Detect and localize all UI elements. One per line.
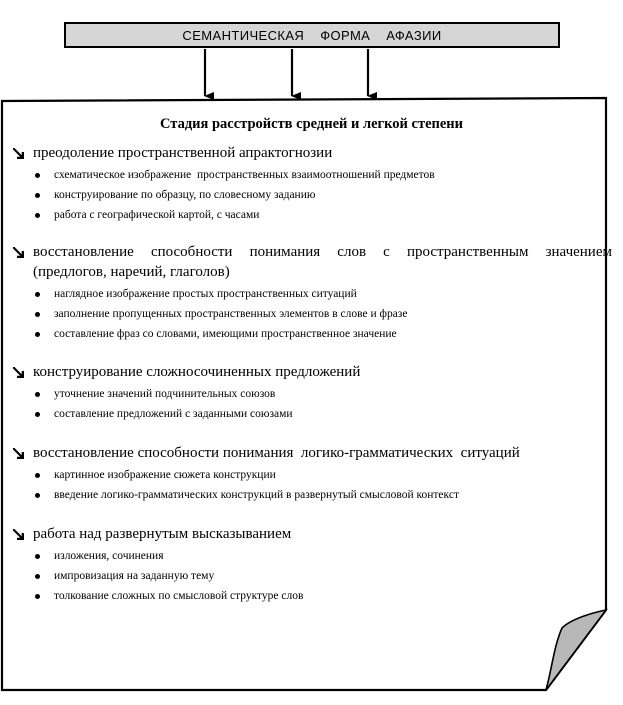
list-item [12, 485, 612, 505]
bullet-list [12, 465, 612, 505]
page-fold [546, 610, 606, 690]
list-item [12, 284, 612, 304]
section-heading [12, 143, 612, 163]
list-item [12, 185, 612, 205]
section-heading [12, 443, 612, 463]
section-heading-text: восстановление способности понимания логико-грамматических ситуаций [33, 445, 520, 461]
list-item-text: наглядное изображение простых пространственных ситуаций [54, 288, 357, 300]
bullet-dot-icon [35, 193, 40, 198]
bullet-dot-icon [35, 392, 40, 397]
list-item-text: импровизация на заданную тему [54, 570, 215, 582]
section-spatial-apractognosia [12, 143, 612, 225]
list-item-text: заполнение пропущенных пространственных элементов в слове и фразе [54, 308, 408, 320]
arrow-down-right-icon [12, 246, 26, 260]
list-item-text: картинное изображение сюжета конструкции [54, 469, 276, 481]
arrow-down-right-icon [12, 366, 26, 380]
section-heading [12, 242, 612, 282]
section-heading [12, 362, 612, 382]
bullet-dot-icon [35, 594, 40, 599]
section-spatial-words [12, 242, 612, 344]
list-item [12, 546, 612, 566]
section-heading [12, 524, 612, 544]
list-item [12, 586, 612, 606]
section-compound-sentences [12, 362, 612, 424]
list-item [12, 324, 612, 344]
arrow-down-right-icon [12, 528, 26, 542]
arrow-down-right-icon [12, 147, 26, 161]
bullet-dot-icon [35, 473, 40, 478]
arrow-down-right-icon [12, 447, 26, 461]
list-item-text: составление фраз со словами, имеющими пространственное значение [54, 328, 397, 340]
list-item [12, 566, 612, 586]
list-item [12, 404, 612, 424]
section-heading-text: конструирование сложносочиненных предложений [33, 364, 361, 380]
list-item-text: толкование сложных по смысловой структуре слов [54, 590, 304, 602]
list-item-text: составление предложений с заданными союзами [54, 408, 293, 420]
header-box [64, 22, 560, 48]
bullet-dot-icon [35, 554, 40, 559]
bullet-dot-icon [35, 493, 40, 498]
list-item-text: схематическое изображение пространственных взаимоотношений предметов [54, 169, 435, 181]
bullet-dot-icon [35, 312, 40, 317]
list-item [12, 205, 612, 225]
list-item [12, 384, 612, 404]
section-heading-text: преодоление пространственной апрактогнозии [33, 145, 333, 161]
list-item-text: уточнение значений подчинительных союзов [54, 388, 276, 400]
list-item [12, 304, 612, 324]
card-title: Стадия расстройств средней и легкой степени [159, 116, 464, 132]
bullet-dot-icon [35, 332, 40, 337]
section-extended-utterance [12, 524, 612, 606]
bullet-dot-icon [35, 292, 40, 297]
bullet-list [12, 384, 612, 424]
section-logico-grammatical [12, 443, 612, 505]
header-title: СЕМАНТИЧЕСКАЯ ФОРМА АФАЗИИ [182, 27, 442, 43]
bullet-list [12, 284, 612, 344]
list-item-text: введение логико-грамматических конструкций в развернутый смысловой контекст [54, 489, 459, 501]
list-item-text: конструирование по образцу, по словесному заданию [54, 189, 316, 201]
section-heading-continuation: (предлогов, наречий, глаголов) [33, 264, 230, 280]
list-item [12, 465, 612, 485]
bullet-list [12, 546, 612, 606]
section-heading-text: восстановление способности понимания слов с пространственным значением [33, 244, 612, 260]
bullet-list [12, 165, 612, 225]
bullet-dot-icon [35, 574, 40, 579]
bullet-dot-icon [35, 412, 40, 417]
section-heading-text: работа над развернутым высказыванием [33, 526, 292, 542]
list-item-text: работа с географической картой, с часами [54, 209, 260, 221]
bullet-dot-icon [35, 213, 40, 218]
list-item [12, 165, 612, 185]
bullet-dot-icon [35, 173, 40, 178]
list-item-text: изложения, сочинения [54, 550, 164, 562]
